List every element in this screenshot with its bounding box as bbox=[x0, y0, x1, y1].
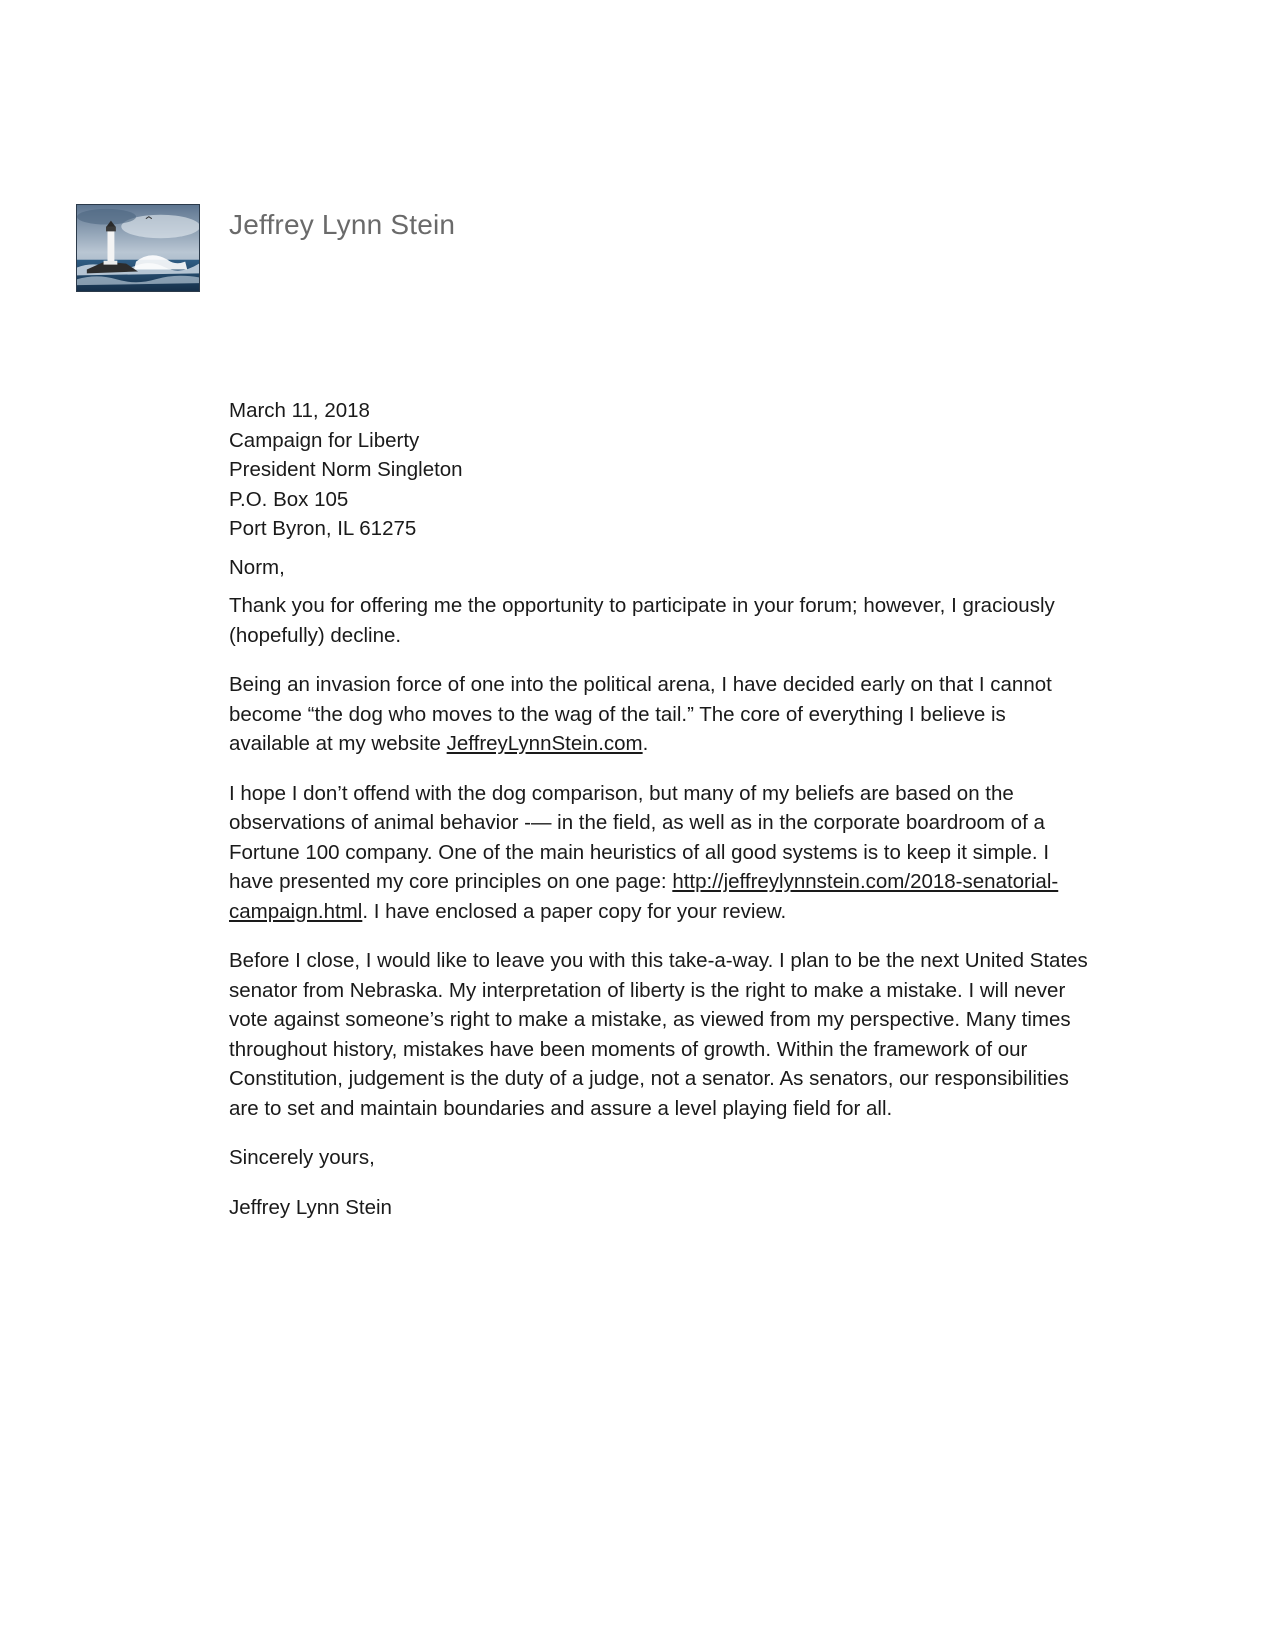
letter-body bbox=[229, 396, 1089, 1222]
paragraph-3-text: I hope I don’t offend with the dog comparison, but many of my beliefs are based on the observations of animal behavior -— in the field, as well as in the corporate boardroom of a Fortune 100 company. One of the main heuristics of all good systems is to keep it simple. I have presented my core principles on one page: bbox=[229, 781, 1050, 893]
recipient-name: President Norm Singleton bbox=[229, 458, 463, 481]
paragraph-2-text: Being an invasion force of one into the political arena, I have decided early on that I cannot become “the dog who moves to the wag of the tail.” The core of everything I believe is available at my website bbox=[229, 673, 1052, 755]
paragraph-3 bbox=[229, 779, 1089, 927]
campaign-page-link[interactable]: http://jeffreylynnstein.com/2018-senatorial-campaign.html bbox=[229, 870, 1059, 923]
paragraph-3-end: . I have enclosed a paper copy for your review. bbox=[362, 899, 787, 923]
recipient-organization: Campaign for Liberty bbox=[229, 428, 420, 452]
website-link[interactable]: JeffreyLynnStein.com bbox=[446, 732, 643, 755]
signature: Jeffrey Lynn Stein bbox=[229, 1195, 392, 1219]
paragraph-1: Thank you for offering me the opportunity to participate in your forum; however, I graciously (hopefully) decline. bbox=[229, 594, 1055, 647]
lighthouse-image bbox=[76, 204, 200, 292]
paragraph-2-end: . bbox=[642, 732, 649, 755]
paragraph-4: Before I close, I would like to leave you with this take-a-way. I plan to be the next United States senator from Nebraska. My interpretation of liberty is the right to make a mistake. I will never vote against someone’s right to make a mistake, as viewed from my perspective. Many times throughout history, mistakes have been moments of growth. Within the framework of our Constitution, judgement is the duty of a judge, not a senator. As senators, our responsibilities are to set and maintain boundaries and assure a level playing field for all. bbox=[229, 949, 1088, 1120]
address-block bbox=[229, 396, 1089, 544]
sender-name: Jeffrey Lynn Stein bbox=[229, 209, 456, 240]
closing: Sincerely yours, bbox=[229, 1146, 375, 1169]
letter-date: March 11, 2018 bbox=[229, 399, 370, 422]
recipient-city-state-zip: Port Byron, IL 61275 bbox=[229, 517, 417, 540]
salutation: Norm, bbox=[229, 555, 285, 579]
paragraph-2 bbox=[229, 670, 1089, 759]
recipient-po-box: P.O. Box 105 bbox=[229, 487, 349, 511]
